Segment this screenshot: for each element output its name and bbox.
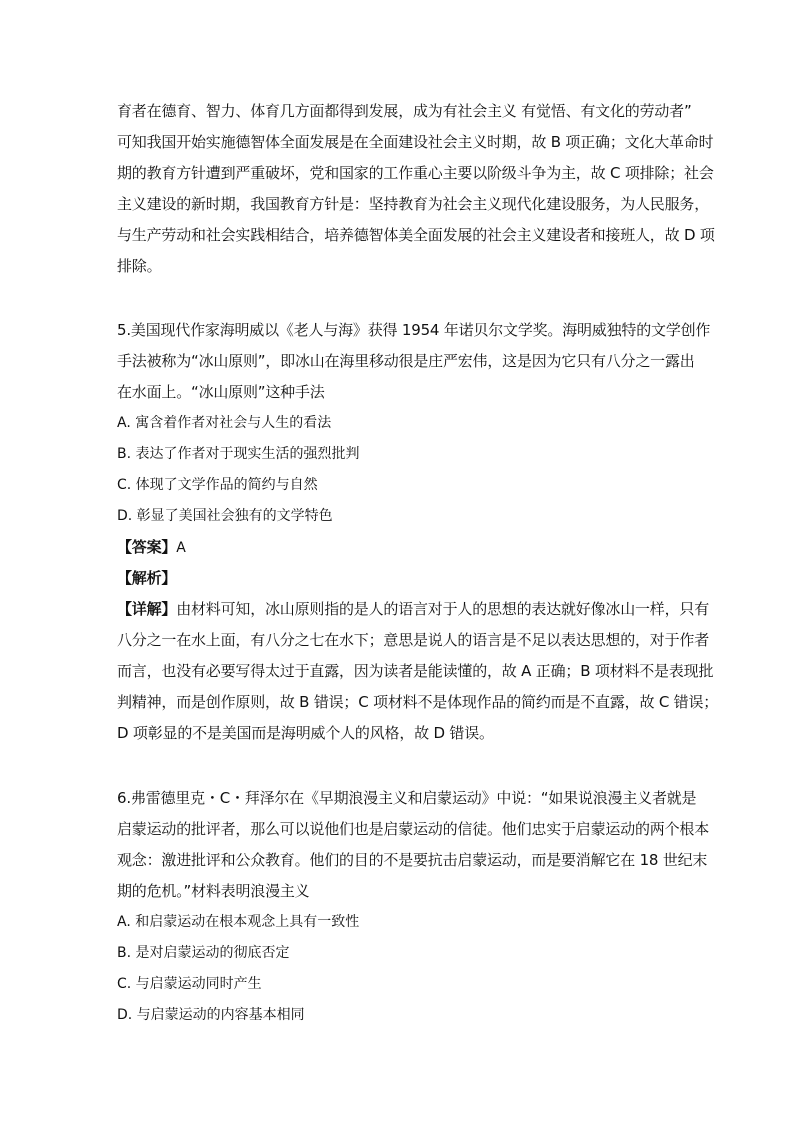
answer-tag: 【答案】 (117, 538, 177, 556)
answer-line (117, 532, 677, 563)
option-c: C. 体现了文学作品的简约与自然 (117, 477, 318, 493)
question-5 (117, 315, 719, 749)
detail-text: 由材料可知，冰山原则指的是人的语言对于人的思想的表达就好像冰山一样，只有 (176, 600, 710, 618)
detail-line (117, 594, 710, 625)
question-stem-line: 在水面上。“冰山原则”这种手法 (117, 383, 325, 401)
detail-line: 判精神，而是创作原则，故 B 错误；C 项材料不是体现作品的简约而是不直露，故 C 错误； (117, 693, 719, 711)
paragraph-line: 育者在德育、智力、体育几方面都得到发展，成为有社会主义 有觉悟、有文化的劳动者” (117, 102, 692, 120)
option-b: B. 表达了作者对于现实生活的强烈批判 (117, 446, 360, 462)
question-stem-line: 5.美国现代作家海明威以《老人与海》获得 1954 年诺贝尔文学奖。海明威独特的文学创作 (117, 321, 711, 339)
option-b: B. 是对启蒙运动的彻底否定 (117, 945, 290, 961)
option-d: D. 彰显了美国社会独有的文学特色 (117, 508, 333, 524)
paragraph-line: 可知我国开始实施德智体全面发展是在全面建设社会主义时期，故 B 项正确；文化大革命时 (117, 133, 714, 151)
analysis-tag: 【解析】 (117, 569, 177, 587)
question-stem-line: 启蒙运动的批评者，那么可以说他们也是启蒙运动的信徒。他们忠实于启蒙运动的两个根本 (117, 820, 710, 838)
paragraph-line: 期的教育方针遭到严重破坏，党和国家的工作重心主要以阶级斗争为主，故 C 项排除；社会 (117, 164, 714, 182)
detail-line: D 项彰显的不是美国而是海明威个人的风格，故 D 错误。 (117, 724, 494, 742)
paragraph-line: 排除。 (117, 257, 162, 275)
paragraph-line: 主义建设的新时期，我国教育方针是：坚持教育为社会主义现代化建设服务，为人民服务， (117, 195, 710, 213)
answer-value: A (176, 540, 186, 556)
option-a: A. 和启蒙运动在根本观念上具有一致性 (117, 914, 360, 930)
detail-line: 而言，也没有必要写得太过于直露，因为读者是能读懂的，故 A 正确；B 项材料不是表现批 (117, 662, 714, 680)
analysis-line (117, 563, 677, 594)
option-a: A. 寓含着作者对社会与人生的看法 (117, 415, 332, 431)
paragraph-line: 与生产劳动和社会实践相结合，培养德智体美全面发展的社会主义建设者和接班人，故 D 项 (117, 226, 715, 244)
question-6 (117, 783, 710, 1031)
option-d: D. 与启蒙运动的内容基本相同 (117, 1007, 305, 1023)
question-stem-line: 6.弗雷德里克・C・拜泽尔在《早期浪漫主义和启蒙运动》中说：“如果说浪漫主义者就是 (117, 789, 697, 807)
detail-tag: 【详解】 (117, 600, 177, 618)
question-stem-line: 手法被称为“冰山原则”，即冰山在海里移动很是庄严宏伟，这是因为它只有八分之一露出 (117, 352, 695, 370)
question-stem-line: 期的危机。”材料表明浪漫主义 (117, 882, 310, 900)
detail-line: 八分之一在水上面，有八分之七在水下；意思是说人的语言是不足以表达思想的，对于作者 (117, 631, 710, 649)
question-stem-line: 观念：激进批评和公众教育。他们的目的不是要抗击启蒙运动，而是要消解它在 18 世纪末 (117, 851, 708, 869)
prev-explanation (117, 96, 715, 282)
option-c: C. 与启蒙运动同时产生 (117, 976, 262, 992)
